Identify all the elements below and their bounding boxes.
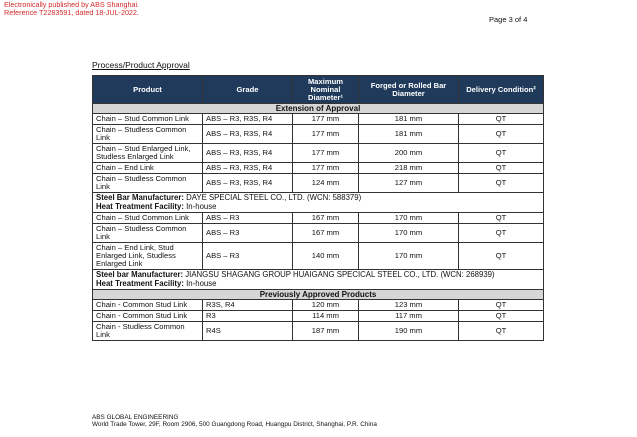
cell-grade: R3S, R4 bbox=[203, 300, 293, 311]
footer-org: ABS GLOBAL ENGINEERING bbox=[92, 414, 179, 421]
cell-bar-diameter: 190 mm bbox=[359, 322, 459, 341]
manufacturer-info bbox=[93, 270, 544, 290]
header-max-diameter: Maximum Nominal Diameter¹ bbox=[293, 76, 359, 104]
table-row bbox=[93, 322, 544, 341]
cell-bar-diameter: 170 mm bbox=[359, 224, 459, 243]
cell-grade: ABS – R3, R3S, R4 bbox=[203, 125, 293, 144]
cell-product: Chain - Common Stud Link bbox=[93, 311, 203, 322]
cell-delivery: QT bbox=[459, 174, 544, 193]
cell-product: Chain – Studless Common Link bbox=[93, 174, 203, 193]
cell-delivery: QT bbox=[459, 213, 544, 224]
manufacturer-value: JIANGSU SHAGANG GROUP HUAIGANG SPECICAL STEEL CO., LTD. (WCN: 268939) bbox=[183, 270, 495, 279]
header-grade: Grade bbox=[203, 76, 293, 104]
band-previous: Previously Approved Products bbox=[93, 290, 544, 300]
cell-delivery: QT bbox=[459, 114, 544, 125]
cell-delivery: QT bbox=[459, 163, 544, 174]
table-row bbox=[93, 163, 544, 174]
table-row bbox=[93, 114, 544, 125]
page-number: Page 3 of 4 bbox=[489, 15, 528, 24]
cell-product: Chain – Stud Common Link bbox=[93, 114, 203, 125]
cell-delivery: QT bbox=[459, 224, 544, 243]
cell-max-diameter: 177 mm bbox=[293, 163, 359, 174]
cell-delivery: QT bbox=[459, 322, 544, 341]
band-extension: Extension of Approval bbox=[93, 104, 544, 114]
header-delivery: Delivery Condition² bbox=[459, 76, 544, 104]
cell-grade: ABS – R3 bbox=[203, 213, 293, 224]
table-row bbox=[93, 144, 544, 163]
footer bbox=[92, 414, 377, 428]
table-row bbox=[93, 224, 544, 243]
manufacturer-label: Steel Bar Manufacturer: bbox=[96, 193, 184, 202]
manufacturer-label: Steel bar Manufacturer: bbox=[96, 270, 184, 279]
cell-max-diameter: 177 mm bbox=[293, 125, 359, 144]
cell-delivery: QT bbox=[459, 300, 544, 311]
cell-grade: R3 bbox=[203, 311, 293, 322]
stamp-line-2: Reference T2283591, dated 18-JUL-2022. bbox=[4, 8, 139, 17]
cell-product: Chain - Common Stud Link bbox=[93, 300, 203, 311]
cell-max-diameter: 177 mm bbox=[293, 114, 359, 125]
cell-delivery: QT bbox=[459, 243, 544, 270]
cell-product: Chain – Studless Common Link bbox=[93, 224, 203, 243]
cell-bar-diameter: 218 mm bbox=[359, 163, 459, 174]
band-extension-row bbox=[93, 104, 544, 114]
cell-bar-diameter: 123 mm bbox=[359, 300, 459, 311]
table-row bbox=[93, 300, 544, 311]
band-previous-row bbox=[93, 290, 544, 300]
cell-bar-diameter: 127 mm bbox=[359, 174, 459, 193]
section-title: Process/Product Approval bbox=[92, 60, 190, 70]
footer-address: World Trade Tower, 29F, Room 2906, 500 Guangdong Road, Huangpu District, Shanghai, P.R. China bbox=[92, 421, 377, 428]
manufacturer-info-row bbox=[93, 193, 544, 213]
cell-max-diameter: 114 mm bbox=[293, 311, 359, 322]
cell-bar-diameter: 170 mm bbox=[359, 213, 459, 224]
cell-delivery: QT bbox=[459, 144, 544, 163]
cell-bar-diameter: 181 mm bbox=[359, 114, 459, 125]
cell-product: Chain – End Link bbox=[93, 163, 203, 174]
cell-bar-diameter: 117 mm bbox=[359, 311, 459, 322]
cell-max-diameter: 120 mm bbox=[293, 300, 359, 311]
table-row bbox=[93, 243, 544, 270]
facility-label: Heat Treatment Facility: bbox=[96, 201, 184, 211]
manufacturer-info bbox=[93, 193, 544, 213]
cell-grade: ABS – R3, R3S, R4 bbox=[203, 114, 293, 125]
cell-max-diameter: 187 mm bbox=[293, 322, 359, 341]
cell-max-diameter: 167 mm bbox=[293, 213, 359, 224]
cell-max-diameter: 177 mm bbox=[293, 144, 359, 163]
stamp-line-1: Electronically published by ABS Shanghai. bbox=[4, 0, 140, 9]
cell-product: Chain - Studless Common Link bbox=[93, 322, 203, 341]
header-bar-diameter: Forged or Rolled Bar Diameter bbox=[359, 76, 459, 104]
publication-stamp bbox=[4, 1, 139, 17]
cell-grade: ABS – R3, R3S, R4 bbox=[203, 163, 293, 174]
cell-product: Chain – Stud Enlarged Link, Studless Enlarged Link bbox=[93, 144, 203, 163]
cell-max-diameter: 124 mm bbox=[293, 174, 359, 193]
facility-value: In-house bbox=[183, 278, 217, 288]
cell-bar-diameter: 200 mm bbox=[359, 144, 459, 163]
manufacturer-value: DAYE SPECIAL STEEL CO., LTD. (WCN: 588379) bbox=[183, 193, 362, 202]
cell-product: Chain – Studless Common Link bbox=[93, 125, 203, 144]
cell-bar-diameter: 181 mm bbox=[359, 125, 459, 144]
cell-max-diameter: 140 mm bbox=[293, 243, 359, 270]
cell-delivery: QT bbox=[459, 125, 544, 144]
cell-grade: ABS – R3 bbox=[203, 224, 293, 243]
approval-table bbox=[92, 75, 544, 341]
cell-bar-diameter: 170 mm bbox=[359, 243, 459, 270]
header-product: Product bbox=[93, 76, 203, 104]
cell-grade: ABS – R3 bbox=[203, 243, 293, 270]
cell-product: Chain – End Link, Stud Enlarged Link, Studless Enlarged Link bbox=[93, 243, 203, 270]
facility-label: Heat Treatment Facility: bbox=[96, 278, 184, 288]
cell-grade: ABS – R3, R3S, R4 bbox=[203, 174, 293, 193]
cell-product: Chain – Stud Common Link bbox=[93, 213, 203, 224]
cell-grade: ABS – R3, R3S, R4 bbox=[203, 144, 293, 163]
table-row bbox=[93, 125, 544, 144]
cell-max-diameter: 167 mm bbox=[293, 224, 359, 243]
table-row bbox=[93, 213, 544, 224]
table-row bbox=[93, 174, 544, 193]
table-header bbox=[93, 76, 544, 104]
cell-grade: R4S bbox=[203, 322, 293, 341]
cell-delivery: QT bbox=[459, 311, 544, 322]
table-row bbox=[93, 311, 544, 322]
facility-value: In-house bbox=[183, 201, 217, 211]
manufacturer-info-row bbox=[93, 270, 544, 290]
